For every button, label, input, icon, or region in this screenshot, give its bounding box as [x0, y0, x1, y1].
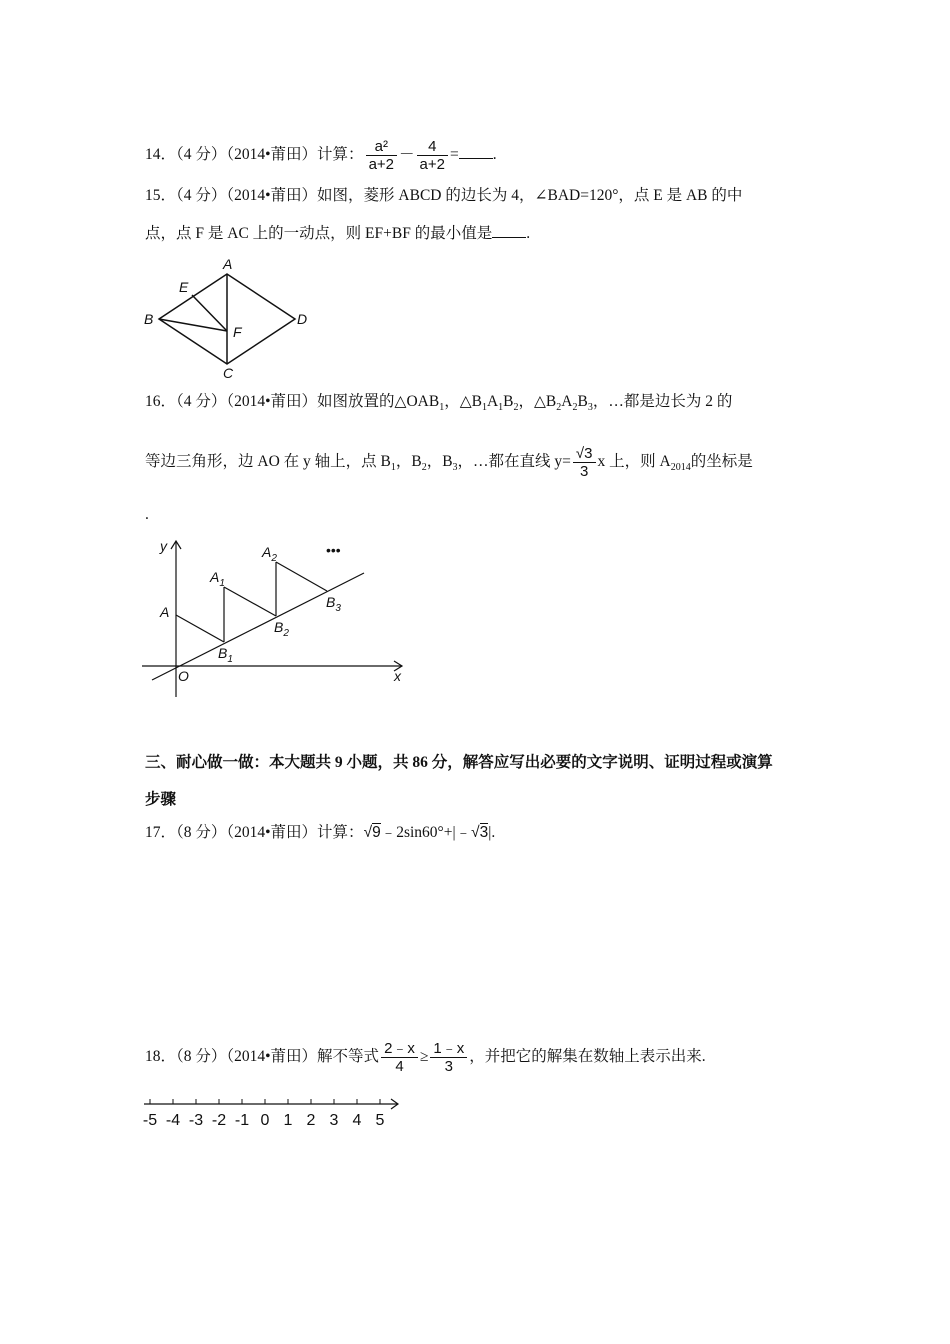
number-line-label: -2 [211, 1112, 227, 1129]
sqrt-9: √9 [363, 824, 381, 841]
question-16-line-3: . [145, 506, 149, 523]
question-14 [145, 138, 497, 173]
number-line-label: -5 [142, 1112, 158, 1129]
section-3-heading-line-2: 步骤 [145, 791, 177, 808]
q16-sub: 1 [481, 402, 487, 414]
q18-fraction-1 [381, 1040, 418, 1075]
label-e: E [179, 279, 189, 295]
q16-sub: 2 [572, 402, 578, 414]
number-line-label: 0 [260, 1112, 270, 1129]
sqrt-9-radicand: 9 [372, 824, 381, 841]
q16-text-1c: A [486, 393, 499, 410]
q14-equals: = [449, 146, 459, 164]
label-x: x [394, 668, 401, 684]
q18-frac1-num: 2﹣x [381, 1040, 418, 1058]
q14-frac1-num: a² [366, 138, 397, 156]
q16-sub: 2 [556, 402, 562, 414]
q17-end: |. [488, 824, 496, 841]
q14-minus: － [399, 146, 415, 164]
label-y: y [160, 538, 167, 554]
question-15-line-1: 15．（4 分）（2014•莆田）如图，菱形 ABCD 的边长为 4，∠BAD=120°，点 E 是 AB 的中 [145, 187, 743, 204]
q16-text-1g: B [577, 393, 588, 410]
q16-text-1a: 16．（4 分）（2014•莆田）如图放置的△OAB [145, 393, 440, 410]
label-a: A [223, 256, 233, 272]
line-y-sqrt3-over-3-x [152, 573, 364, 680]
q16-frac-den: 3 [580, 463, 589, 480]
number-line-label: 2 [306, 1112, 316, 1129]
question-18 [145, 1040, 706, 1075]
q16-text-2b: ，B [395, 453, 422, 471]
q16-sub: 3 [587, 402, 593, 414]
q14-end: . [492, 146, 497, 164]
q15-end: . [526, 225, 531, 242]
q18-frac2-num: 1﹣x [430, 1040, 467, 1058]
q18-prefix: 18．（8 分）（2014•莆田）解不等式 [145, 1048, 380, 1066]
q16-sub: 1 [390, 462, 396, 474]
label-b2: $B_2$ [274, 619, 289, 639]
q14-prefix: 14．（4 分）（2014•莆田）计算： [145, 146, 364, 164]
q17-prefix: 17．（8 分）（2014•莆田）计算： [145, 824, 364, 841]
q14-frac1-den: a+2 [368, 156, 395, 173]
q16-sub: 1 [498, 402, 504, 414]
q16-text-2c: ，B [426, 453, 453, 471]
question-15-line-2 [145, 223, 530, 244]
q16-text-2f: 的坐标是 [690, 453, 753, 471]
q16-text-2d: ，…都在直线 y= [457, 453, 571, 471]
q18-fraction-2 [430, 1040, 467, 1075]
q16-text-2e: x 上，则 A [597, 453, 671, 471]
label-b1: $B_1$ [218, 645, 233, 665]
q18-frac1-den: 4 [395, 1058, 404, 1075]
q16-text-2a: 等边三角形，边 AO 在 y 轴上，点 B [145, 453, 391, 471]
number-line-label: -4 [165, 1112, 181, 1129]
number-line-label: 5 [375, 1112, 385, 1129]
q18-suffix: ，并把它的解集在数轴上表示出来. [469, 1048, 706, 1066]
q16-sub: 2 [513, 402, 519, 414]
section-3-heading-line-1: 三、耐心做一做：本大题共 9 小题，共 86 分，解答应写出必要的文字说明、证明过程或演算 [145, 754, 773, 771]
q14-frac2-den: a+2 [419, 156, 445, 173]
segment-a-b1 [176, 615, 224, 642]
question-16-line-2 [145, 445, 753, 480]
q16-text-1d: B [503, 393, 514, 410]
number-line-label: 4 [352, 1112, 362, 1129]
segment-a2-b3 [276, 562, 327, 591]
number-line-label: -3 [188, 1112, 204, 1129]
label-a1: $A_1$ [210, 569, 225, 589]
sqrt-3-radicand: 3 [479, 824, 489, 841]
q16-text-1h: ，…都是边长为 2 的 [592, 393, 733, 410]
q18-frac2-den: 3 [444, 1058, 454, 1075]
rhombus-figure [140, 255, 320, 380]
q16-sub: 1 [439, 402, 445, 414]
label-b3: $B_3$ [326, 594, 341, 614]
q15-line2-text: 点，点 F 是 AC 上的一动点，则 EF+BF 的最小值是 [145, 225, 493, 242]
triangles-figure [140, 535, 410, 700]
q16-frac-num: √3 [573, 445, 596, 463]
label-b: B [144, 311, 154, 327]
q14-frac2-num: 4 [417, 138, 448, 156]
number-line-label: 3 [329, 1112, 339, 1129]
q17-middle: ﹣2sin60°+|﹣ [380, 824, 472, 841]
answer-blank [492, 223, 526, 238]
q14-fraction-2 [417, 138, 448, 173]
answer-blank [459, 144, 493, 159]
question-17 [145, 823, 495, 843]
number-line-label: -1 [234, 1112, 250, 1129]
label-a2: $A_2$ [262, 544, 277, 564]
q18-geq: ≥ [419, 1048, 429, 1066]
segment-a1-b2 [224, 587, 276, 616]
sqrt-3: √3 [471, 824, 489, 841]
q16-text-1b: ，△B [444, 393, 482, 410]
q16-sub: 2 [421, 462, 427, 474]
number-line [140, 1095, 405, 1130]
q16-text-1e: ，△B [518, 393, 557, 410]
label-o: O [178, 668, 189, 684]
question-16-line-1 [145, 392, 732, 418]
label-f: F [233, 324, 242, 340]
ellipsis-dots: ••• [326, 542, 341, 558]
q14-fraction-1 [366, 138, 397, 173]
q16-fraction [573, 445, 596, 480]
label-c: C [223, 365, 234, 380]
label-d: D [297, 311, 308, 327]
label-a: A [160, 604, 170, 620]
q16-sub: 3 [452, 462, 458, 474]
q16-text-1f: A [561, 393, 573, 410]
q16-sub: 2014 [670, 462, 691, 474]
number-line-label: 1 [283, 1112, 293, 1129]
